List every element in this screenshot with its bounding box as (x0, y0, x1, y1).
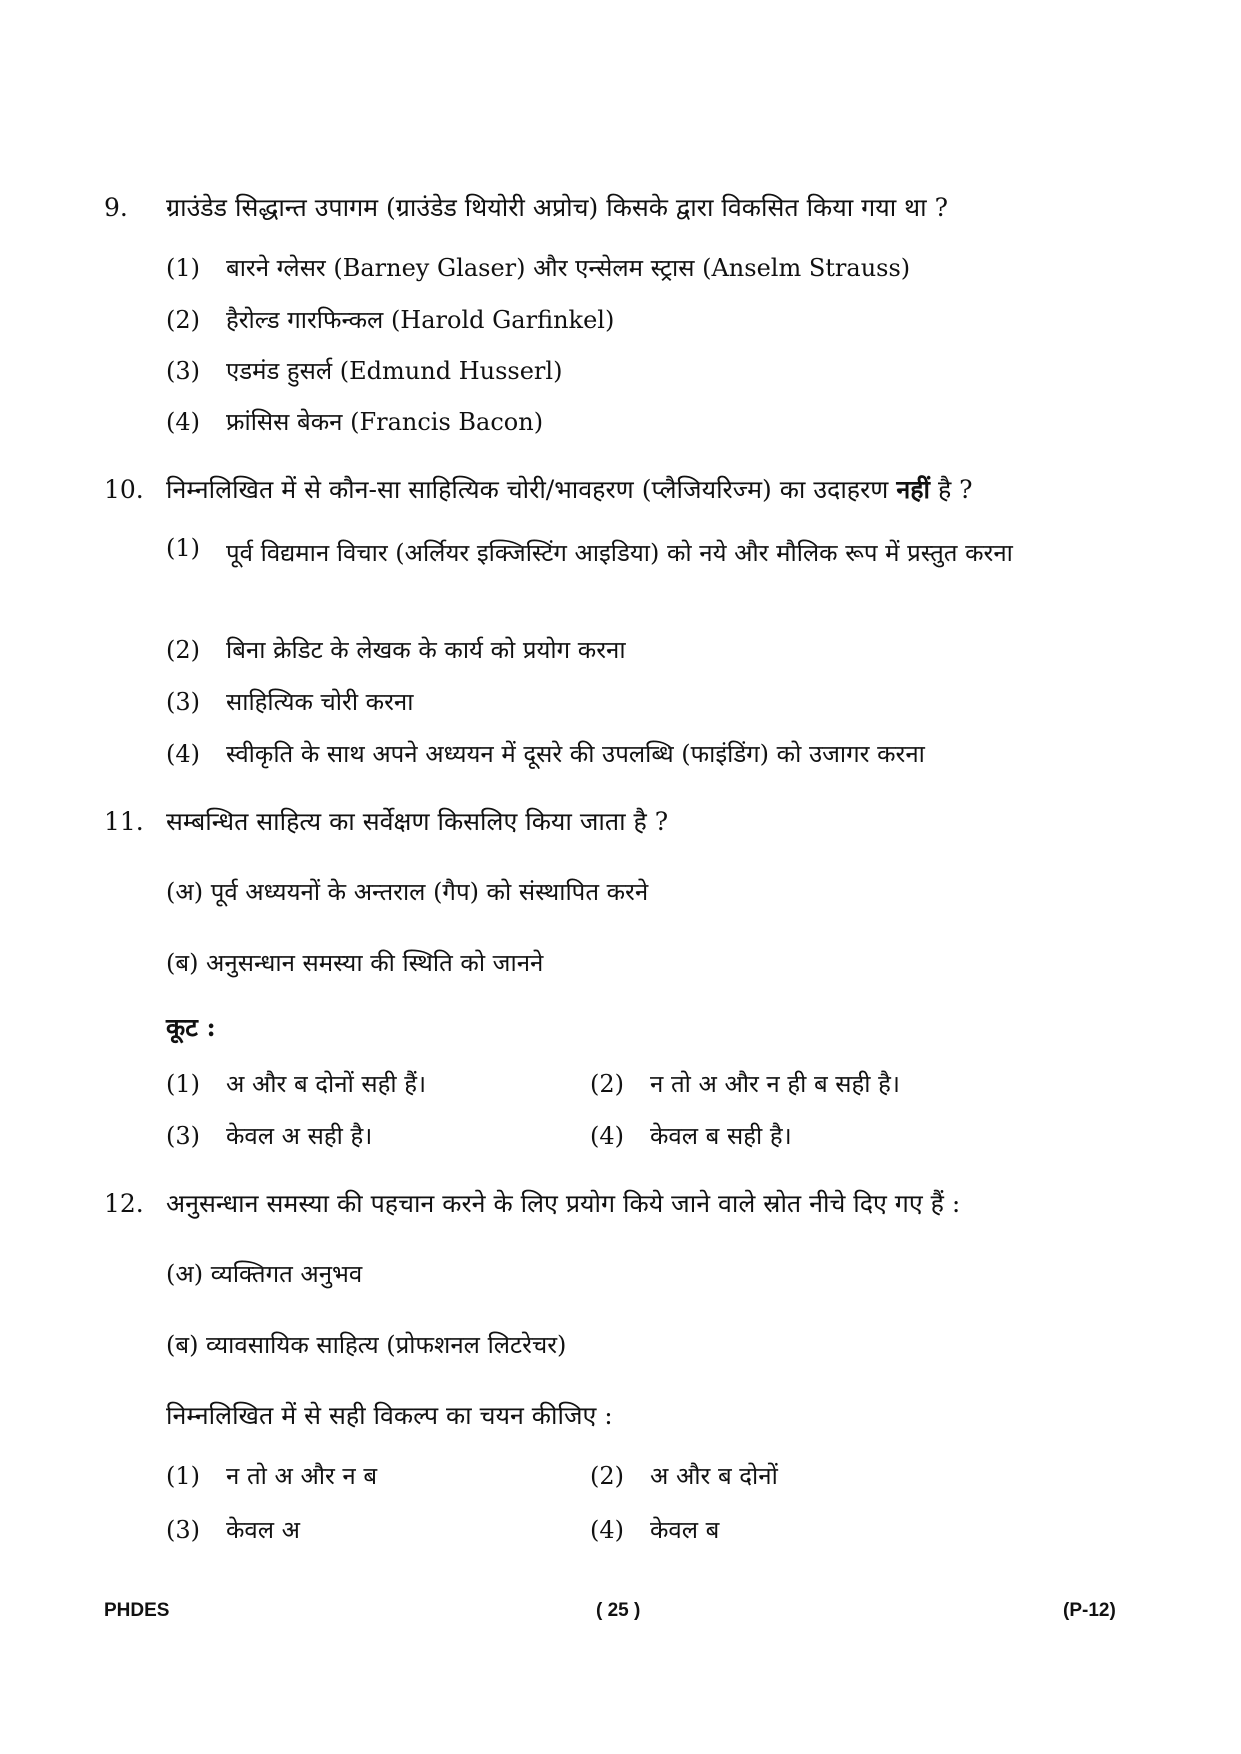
option-number: (3) (166, 1516, 200, 1544)
option-number: (3) (166, 357, 200, 385)
option-number: (4) (590, 1516, 624, 1544)
question-text: ग्राउंडेड सिद्धान्त उपागम (ग्राउंडेड थियोरी अप्रोच) किसके द्वारा विकसित किया गया था ? (166, 193, 948, 222)
question-11-stem (0, 802, 1241, 842)
option-text: केवल ब (650, 1516, 720, 1544)
option-number: (2) (590, 1070, 624, 1098)
statement-a: (अ) व्यक्तिगत अनुभव (166, 1260, 363, 1288)
option-text: बारने ग्लेसर (Barney Glaser) और एन्सेलम स्ट्रास (Anselm Strauss) (226, 254, 911, 282)
question-text (166, 470, 973, 510)
option-number: (2) (166, 636, 200, 664)
emphasis-not: नहीं (896, 475, 930, 504)
question-text-part: निम्नलिखित में से कौन-सा साहित्यिक चोरी/भावहरण (प्लैजियरिज्म) का उदाहरण (166, 475, 889, 504)
option-number: (1) (166, 1462, 200, 1490)
option-number: (1) (166, 1070, 200, 1098)
code-heading: कूट : (166, 1013, 216, 1042)
option-text: केवल ब सही है। (650, 1122, 792, 1150)
option-text: केवल अ सही है। (226, 1122, 373, 1150)
option-number: (4) (166, 740, 200, 768)
statement-b: (ब) व्यावसायिक साहित्य (प्रोफशनल लिटरेचर) (166, 1331, 567, 1359)
page-number: ( 25 ) (596, 1600, 641, 1621)
option-number: (2) (590, 1462, 624, 1490)
footer-code: PHDES (104, 1600, 170, 1621)
option-number: (4) (590, 1122, 624, 1150)
question-number: 10. (104, 475, 144, 504)
option-text: एडमंड हुसर्ल (Edmund Husserl) (226, 357, 563, 385)
option-number: (1) (166, 254, 200, 282)
option-number: (3) (166, 688, 200, 716)
paper-code: (P-12) (1063, 1600, 1116, 1621)
option-text: स्वीकृति के साथ अपने अध्ययन में दूसरे की उपलब्धि (फाइंडिंग) को उजागर करना (226, 740, 925, 768)
option-text: पूर्व विद्यमान विचार (अर्लियर इक्जिस्टिंग आइडिया) को नये और मौलिक रूप में प्रस्तुत करना (226, 539, 1013, 567)
statement-b: (ब) अनुसन्धान समस्या की स्थिति को जानने (166, 949, 544, 977)
option-number: (3) (166, 1122, 200, 1150)
option-text: अ और ब दोनों सही हैं। (226, 1070, 427, 1098)
option-text: हैरोल्ड गारफिन्कल (Harold Garfinkel) (226, 306, 615, 334)
instruction-text: निम्नलिखित में से सही विकल्प का चयन कीजिए : (166, 1401, 613, 1430)
option-number: (4) (166, 408, 200, 436)
statement-a: (अ) पूर्व अध्ययनों के अन्तराल (गैप) को संस्थापित करने (166, 878, 649, 906)
question-text-part: है ? (937, 475, 973, 504)
option-number: (1) (166, 534, 200, 562)
option-text: न तो अ और न ब (226, 1462, 378, 1490)
option-number: (2) (166, 306, 200, 334)
option-text: अ और ब दोनों (650, 1462, 778, 1490)
question-9-stem (0, 188, 1241, 228)
question-10-stem (0, 470, 1241, 510)
option-text: बिना क्रेडिट के लेखक के कार्य को प्रयोग करना (226, 636, 626, 664)
question-number: 11. (104, 807, 144, 836)
option-text: साहित्यिक चोरी करना (226, 688, 414, 716)
option-text: फ्रांसिस बेकन (Francis Bacon) (226, 408, 544, 436)
question-12-stem (0, 1184, 1241, 1224)
question-text: सम्बन्धित साहित्य का सर्वेक्षण किसलिए किया जाता है ? (166, 807, 669, 836)
option-text: केवल अ (226, 1516, 301, 1544)
option-text: न तो अ और न ही ब सही है। (650, 1070, 900, 1098)
question-number: 12. (104, 1189, 144, 1218)
question-text: अनुसन्धान समस्या की पहचान करने के लिए प्रयोग किये जाने वाले स्रोत नीचे दिए गए हैं : (166, 1189, 961, 1218)
question-number: 9. (104, 193, 128, 222)
